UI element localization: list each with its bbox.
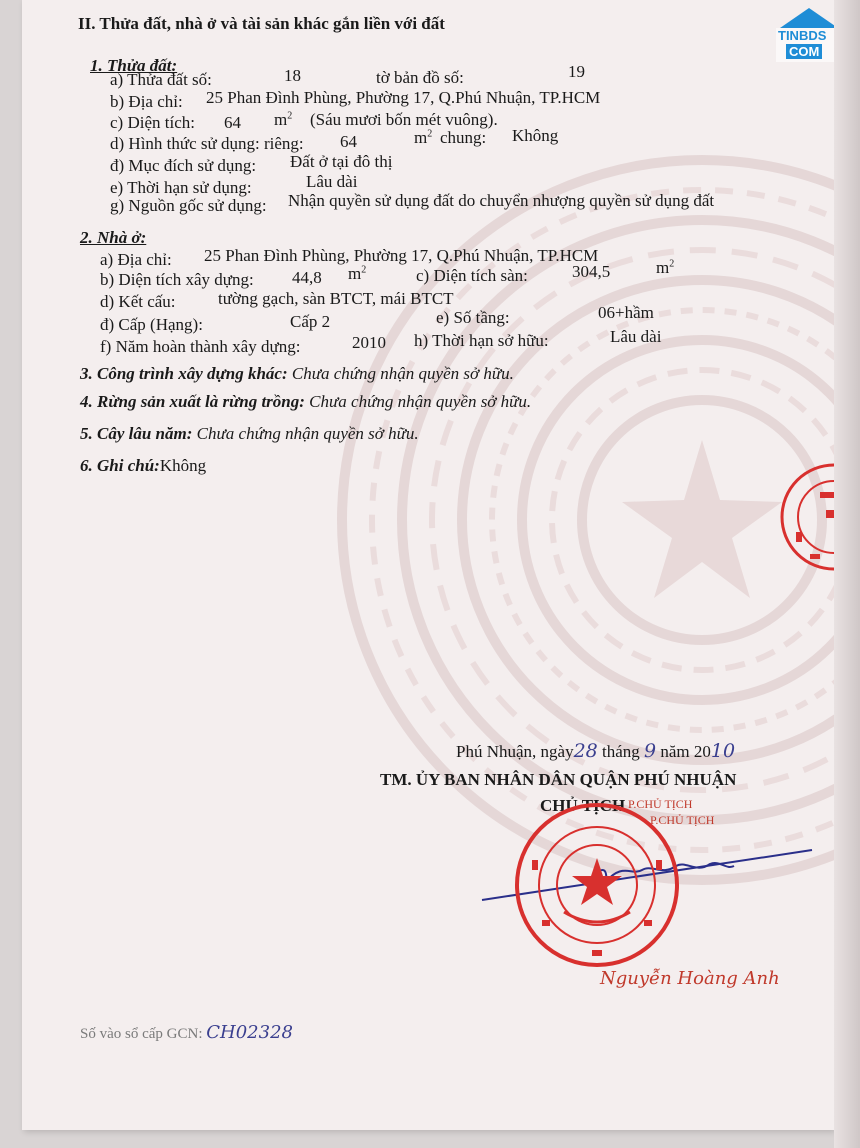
land-e-label: e) Thời hạn sử dụng:: [110, 178, 252, 197]
land-area-words: (Sáu mươi bốn mét vuông).: [310, 110, 498, 129]
land-origin: Nhận quyền sử dụng đất do chuyển nhượng quyền sử dụng đất: [288, 191, 715, 210]
land-private-area: 64: [340, 132, 357, 151]
house-grade: Cấp 2: [290, 312, 331, 331]
house-c-label: c) Diện tích sàn:: [416, 266, 528, 285]
page-edge: [834, 0, 860, 1148]
signer-name: Nguyễn Hoàng Anh: [600, 968, 780, 989]
house-structure: tường gạch, sàn BTCT, mái BTCT: [218, 289, 454, 308]
house-d-label: d) Kết cấu:: [100, 292, 176, 311]
place-date: Phú Nhuận, ngày28 tháng 9 năm 2010: [456, 740, 736, 762]
house-a-label: a) Địa chỉ:: [100, 250, 172, 269]
land-address: 25 Phan Đình Phùng, Phường 17, Q.Phú Nhuận, TP.HCM: [206, 88, 601, 107]
land-b-label: b) Địa chỉ:: [110, 92, 183, 111]
land-a-label: a) Thửa đất số:: [110, 70, 212, 89]
land-parcel-number: 18: [284, 66, 301, 85]
land-area-unit: $m^2$: [274, 110, 293, 129]
land-map-label: tờ bản đồ số:: [376, 68, 464, 87]
production-forest: 4. Rừng sản xuất là rừng trồng: Chưa chứng nhận quyền sở hữu.: [80, 392, 532, 411]
certificate-book-number: Số vào sổ cấp GCN: CH02328: [80, 1022, 293, 1043]
certificate-page: [22, 0, 834, 1130]
house-address: 25 Phan Đình Phùng, Phường 17, Q.Phú Nhuận, TP.HCM: [204, 246, 599, 265]
logo-text-2: COM: [786, 44, 822, 59]
house-floor-area: 304,5: [572, 262, 611, 281]
land-map-number: 19: [568, 62, 585, 81]
land-purpose: Đất ở tại đô thị: [290, 152, 393, 171]
logo-text-1: TINBDS: [778, 28, 827, 43]
notes: 6. Ghi chú:Không: [80, 456, 207, 475]
stamp-title-1: P.CHỦ TỊCH: [628, 797, 693, 811]
section-title: II. Thửa đất, nhà ở và tài sản khác gắn liền với đất: [78, 14, 445, 33]
issuing-authority: TM. ỦY BAN NHÂN DÂN QUẬN PHÚ NHUẬN: [380, 770, 737, 789]
tinbds-logo: [774, 6, 834, 64]
land-term: Lâu dài: [306, 172, 358, 191]
land-common-label: chung:: [440, 128, 487, 147]
land-dd-label: đ) Mục đích sử dụng:: [110, 156, 257, 175]
stamp-title-2: P.CHỦ TỊCH: [650, 813, 715, 827]
house-build-unit: $m^2$: [348, 264, 367, 283]
side-seal-partial: [774, 452, 834, 582]
house-dd-label: đ) Cấp (Hạng):: [100, 315, 203, 334]
house-h-label: h) Thời hạn sở hữu:: [414, 331, 549, 350]
land-heading: 1. Thửa đất:: [90, 56, 178, 75]
house-floor-unit: $m^2$: [656, 258, 675, 277]
house-b-label: b) Diện tích xây dựng:: [100, 270, 254, 289]
other-construction: 3. Công trình xây dựng khác: Chưa chứng nhận quyền sở hữu.: [80, 364, 514, 383]
land-common-value: Không: [512, 126, 559, 145]
house-floors: 06+hầm: [598, 303, 654, 322]
land-g-label: g) Nguồn gốc sử dụng:: [110, 196, 267, 215]
land-area: 64: [224, 113, 241, 132]
house-heading: 2. Nhà ở:: [80, 228, 147, 247]
land-d-label: d) Hình thức sử dụng: riêng:: [110, 134, 304, 153]
land-c-label: c) Diện tích:: [110, 113, 195, 132]
house-build-area: 44,8: [292, 268, 322, 287]
land-private-unit: $m^2$: [414, 128, 433, 147]
house-e-label: e) Số tầng:: [436, 308, 510, 327]
house-f-label: f) Năm hoàn thành xây dựng:: [100, 337, 301, 356]
chairman-title: CHỦ TỊCH: [540, 796, 626, 815]
house-year: 2010: [352, 333, 386, 352]
house-ownership-term: Lâu dài: [610, 327, 662, 346]
perennial-trees: 5. Cây lâu năm: Chưa chứng nhận quyền sở hữu.: [80, 424, 419, 443]
official-seal: [512, 800, 682, 970]
